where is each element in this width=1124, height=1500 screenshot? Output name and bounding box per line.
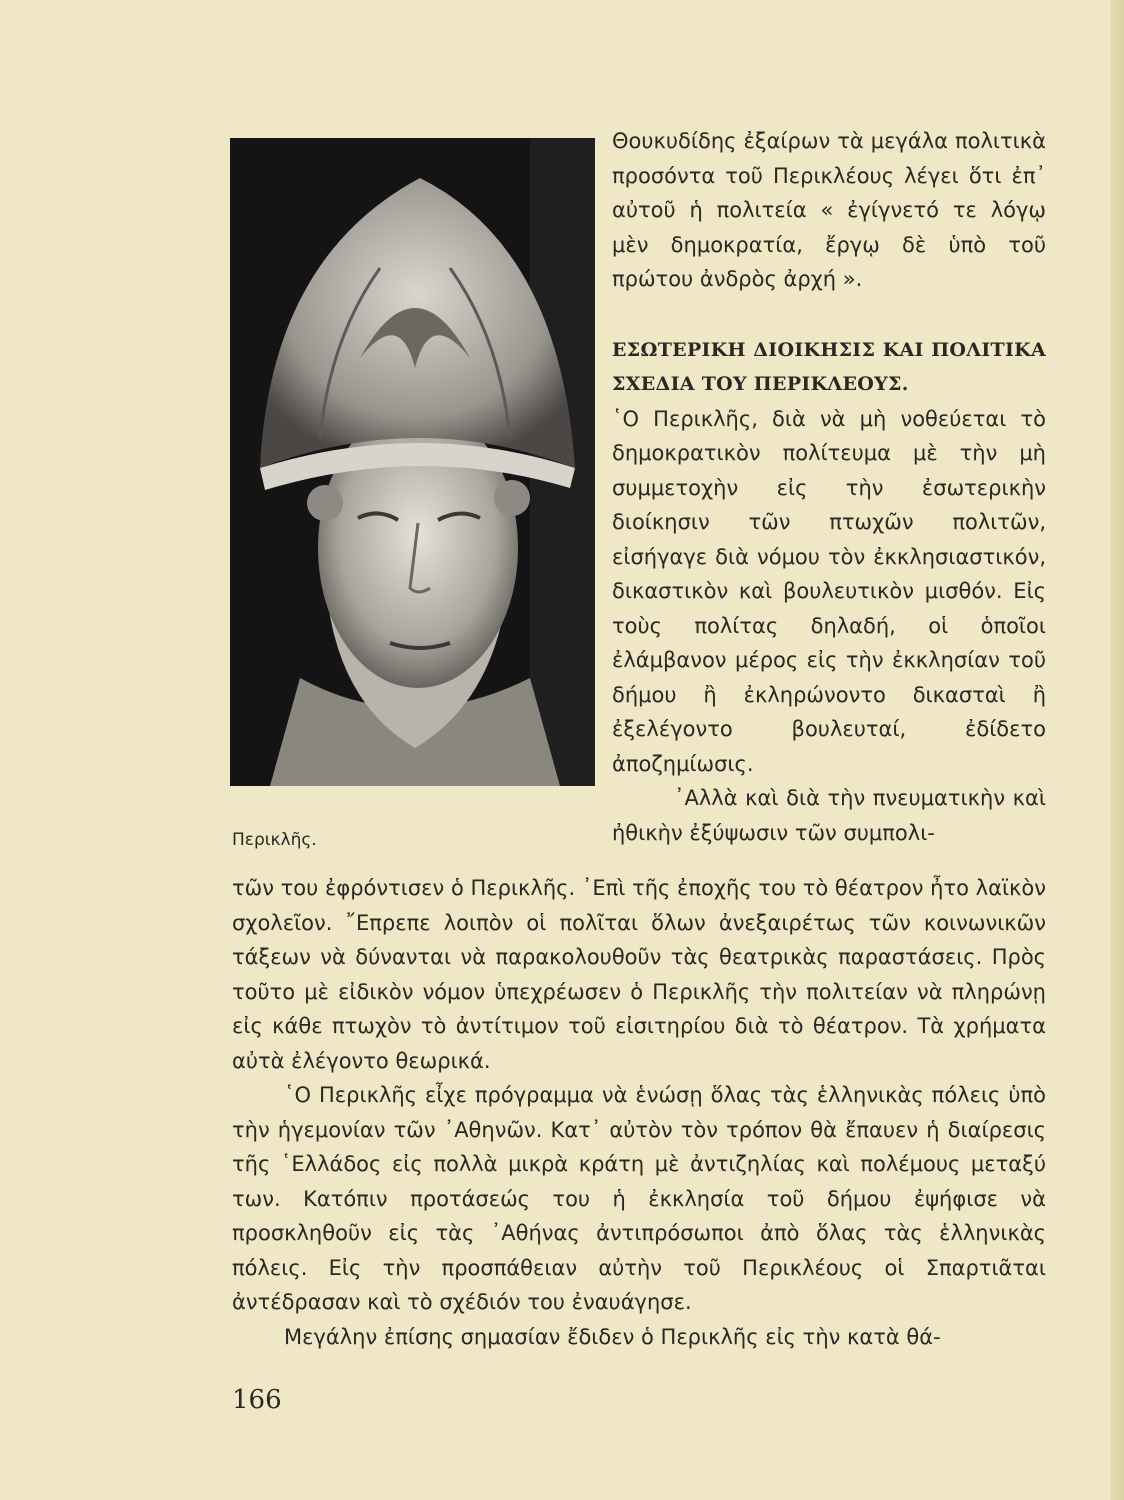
full-width-text — [232, 871, 1046, 1354]
page-edge — [1110, 0, 1124, 1500]
paragraph-thucydides: Θουκυδίδης ἐξαίρων τὰ μεγάλα πολιτικὰ προσόντα τοῦ Περικλέους λέγει ὅτι ἐπ᾿ αὐτοῦ ἡ πολιτεία « ἐγίγνετό τε λόγῳ μὲν δημοκρατία, ἔργῳ δὲ ὑπὸ τοῦ πρώτου ἀνδρὸς ἀρχή ». — [612, 129, 1046, 291]
paragraph-importance: Μεγάλην ἐπίσης σημασίαν ἔδιδεν ὁ Περικλῆς εἰς τὴν κατὰ θά- — [284, 1324, 941, 1349]
figure-caption: Περικλῆς. — [232, 830, 317, 850]
right-column-text — [612, 124, 1046, 850]
page-number: 166 — [232, 1385, 282, 1415]
paragraph-education-cont: τῶν του ἐφρόντισεν ὁ Περικλῆς. ᾿Επὶ τῆς ἐποχῆς του τὸ θέατρον ἦτο λαϊκὸν σχολεῖον. ῎Επρεπε λοιπὸν οἱ πολῖται ὅλων ἀνεξαιρέτως τῶν κοινωνικῶν τάξεων νὰ δύνανται νὰ παρακολουθοῦν τὰς θεατρικὰς παραστάσεις. Πρὸς τοῦτο μὲ εἰδικὸν νόμον ὑπεχρέωσεν ὁ Περικλῆς τὴν πολιτείαν νὰ πληρώνῃ εἰς κάθε πτωχὸν τὸ ἀντίτιμον τοῦ εἰσιτηρίου διὰ τὸ θέατρον. Τὰ χρήματα αὐτὰ ἐλέγοντο θεωρικά. — [232, 876, 1046, 1073]
pericles-bust-illustration — [230, 138, 595, 786]
section-heading: ΕΣΩΤΕΡΙΚΗ ΔΙΟΙΚΗΣΙΣ ΚΑΙ ΠΟΛΙΤΙΚΑ ΣΧΕΔΙΑ ΤΟΥ ΠΕΡΙΚΛΕΟΥΣ. — [612, 338, 1046, 395]
paragraph-unification: ῾Ο Περικλῆς εἶχε πρόγραμμα νὰ ἑνώσῃ ὅλας τὰς ἑλληνικὰς πόλεις ὑπὸ τὴν ἡγεμονίαν τῶν ᾿Αθηνῶν. Κατ᾿ αὐτὸν τὸν τρόπον θὰ ἔπαυεν ἡ διαίρεσις τῆς ῾Ελλάδος εἰς πολλὰ μικρὰ κράτη μὲ ἀντιζηλίας καὶ πολέμους μεταξύ των. Κατόπιν προτάσεώς του ἡ ἐκκλησία τοῦ δήμου ἐψήφισε νὰ προσκληθοῦν εἰς τὰς ᾿Αθήνας ἀντιπρόσωποι ἀπὸ ὅλας τὰς ἑλληνικὰς πόλεις. Εἰς τὴν προσπάθειαν αὐτὴν τοῦ Περικλέους οἱ Σπαρτιᾶται ἀντέδρασαν καὶ τὸ σχέδιόν του ἐναυάγησε. — [232, 1083, 1046, 1314]
paragraph-internal-admin: ῾Ο Περικλῆς, διὰ νὰ μὴ νοθεύεται τὸ δημοκρατικὸν πολίτευμα μὲ τὴν μὴ συμμετοχὴν εἰς τὴν ἐσωτερικὴν διοίκησιν τῶν πτωχῶν πολιτῶν, εἰσήγαγε διὰ νόμου τὸν ἐκκλησιαστικόν, δικαστικὸν καὶ βουλευτικὸν μισθόν. Εἰς τοὺς πολίτας δηλαδή, οἱ ὁποῖοι ἐλάμβανον μέρος εἰς τὴν ἐκκλησίαν τοῦ δήμου ἢ ἐκληρώνοντο δικασταὶ ἢ ἐξελέγοντο βουλευταί, ἐδίδετο ἀποζημίωσις. — [612, 406, 1046, 776]
paragraph-education-start: ᾿Αλλὰ καὶ διὰ τὴν πνευματικὴν καὶ ἠθικὴν ἐξύψωσιν τῶν συμπολι- — [612, 786, 1046, 845]
pericles-bust-photo — [230, 138, 595, 786]
